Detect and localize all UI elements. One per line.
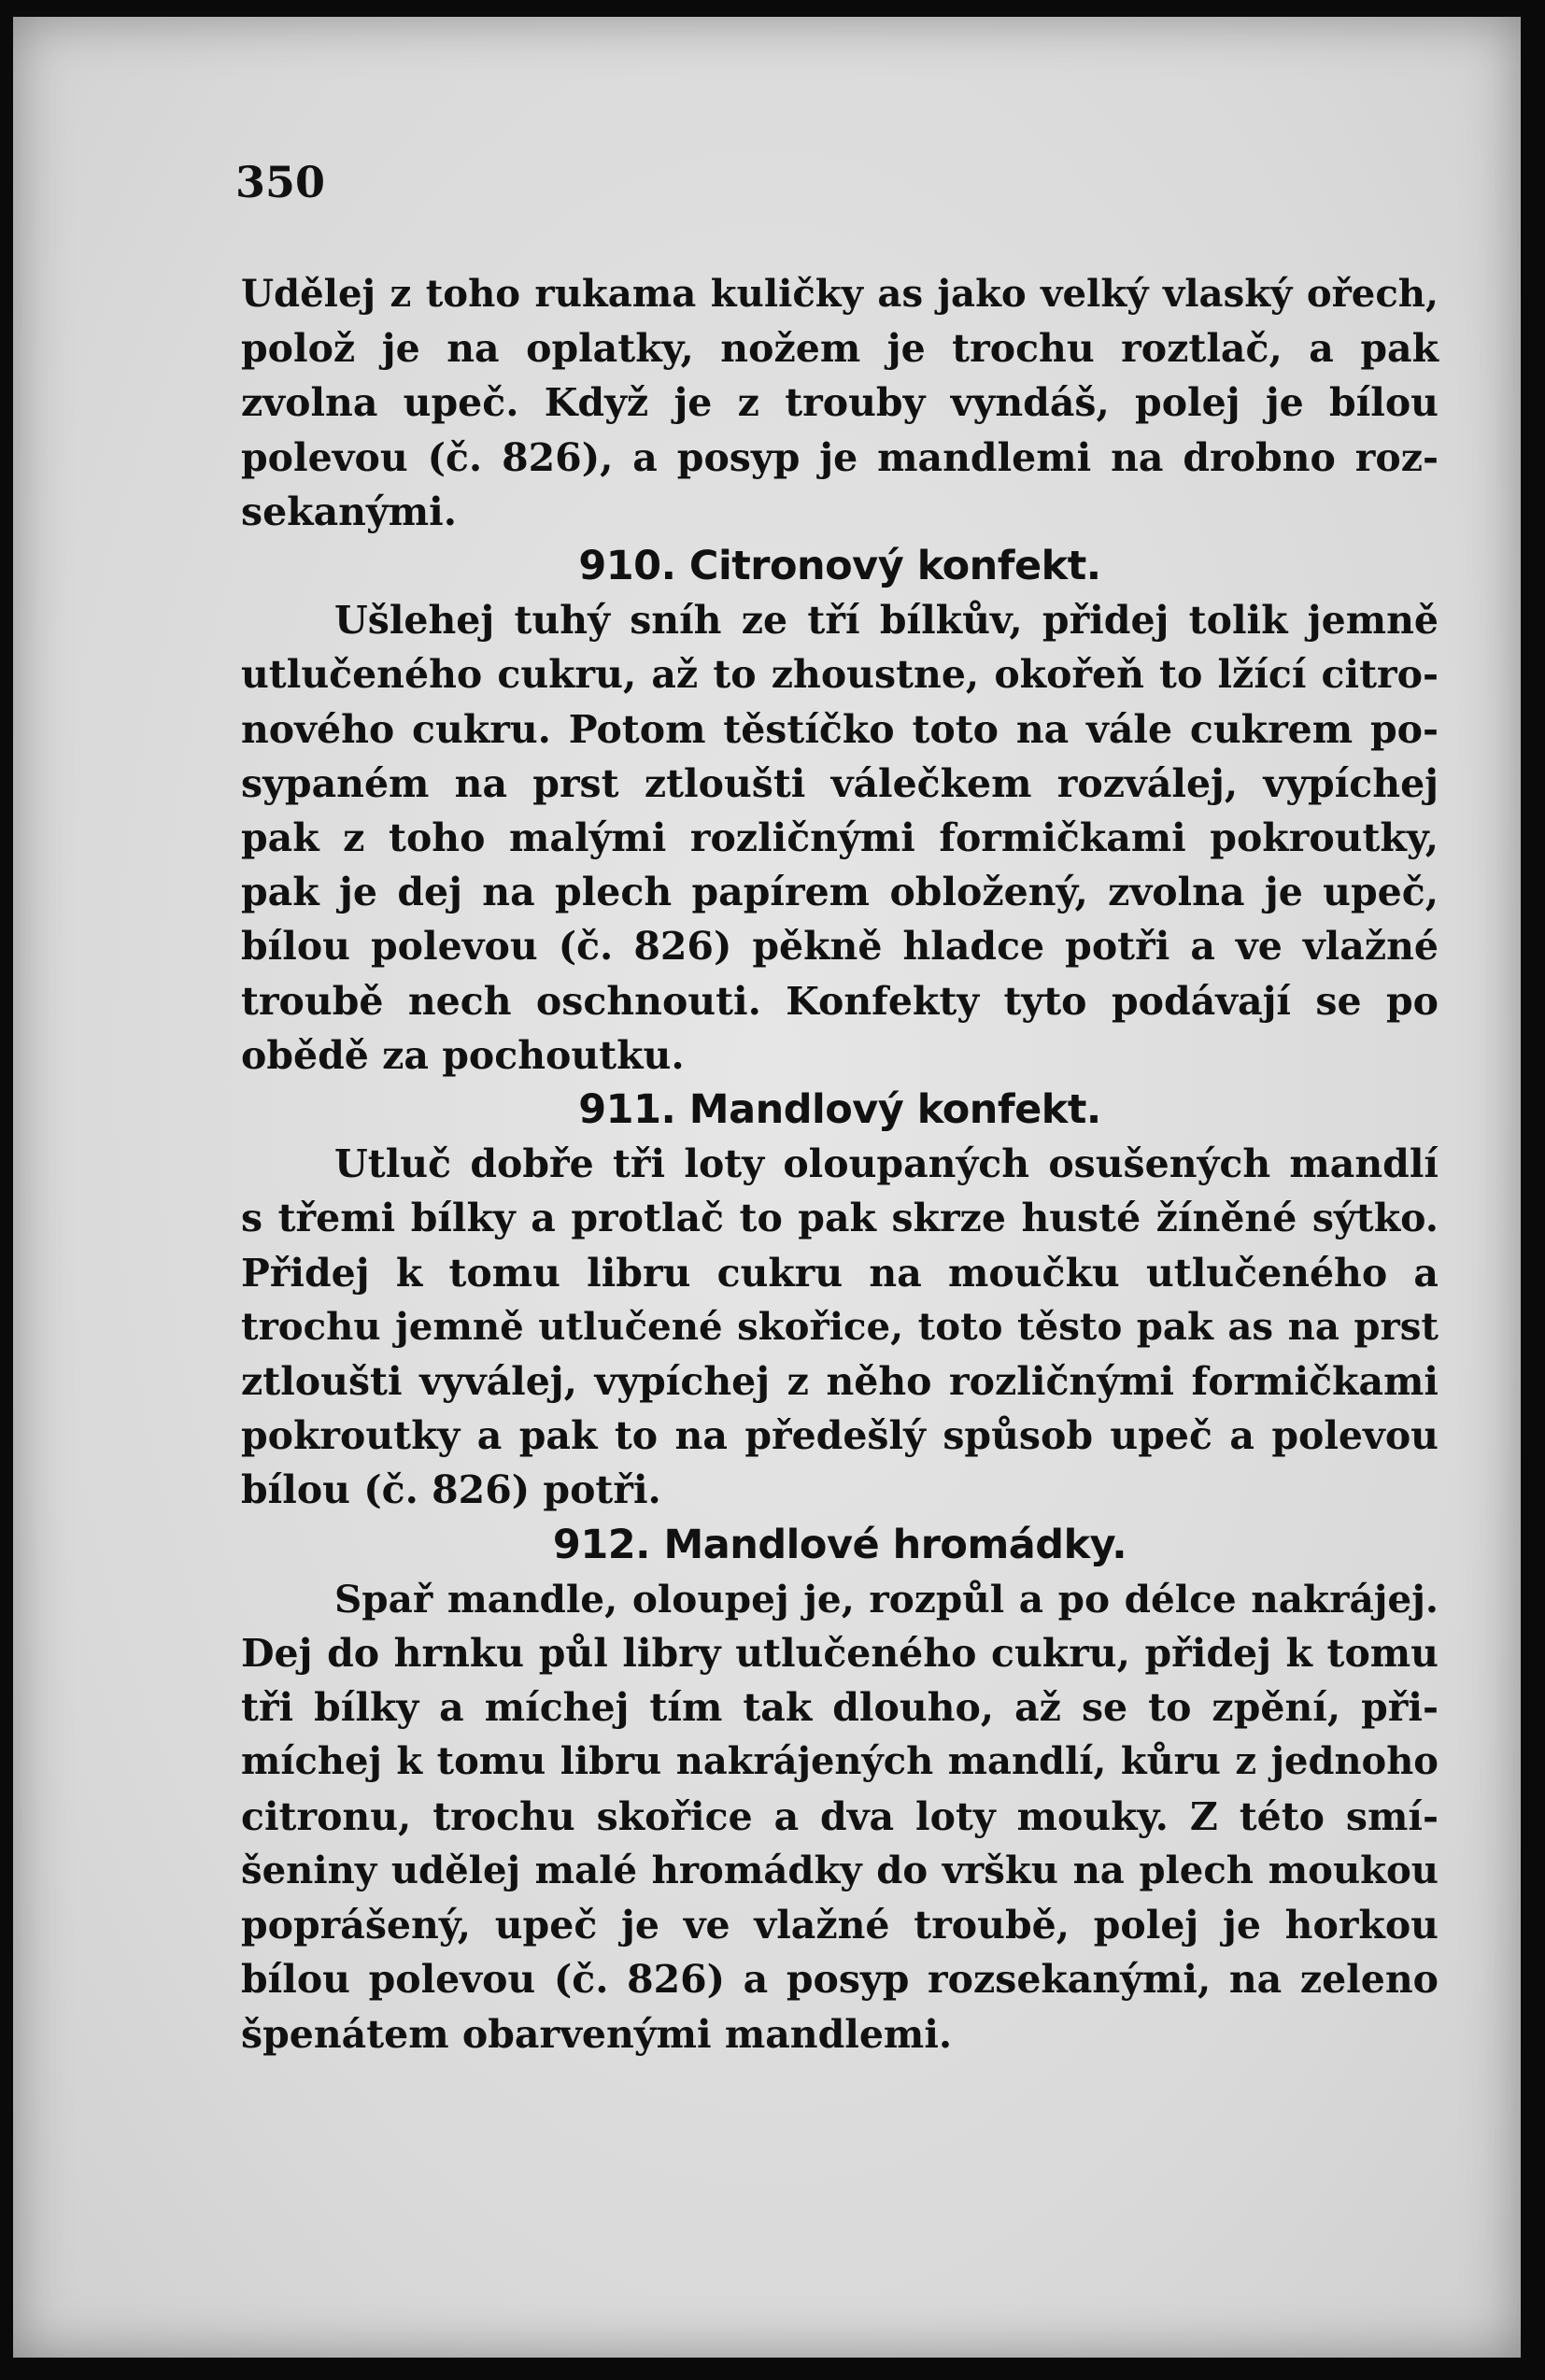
- text-line: Spař mandle, oloupej je, rozpůl a po délce nakrájej.: [334, 1576, 1439, 1622]
- text-line: ztloušti vyválej, vypíchej z něho rozličnými formičkami: [241, 1359, 1439, 1405]
- text-line: polož je na oplatky, nožem je trochu roztlač, a pak: [241, 326, 1439, 372]
- text-line: trochu jemně utlučené skořice, toto těsto pak as na prst: [241, 1304, 1439, 1349]
- text-line: bílou (č. 826) potři.: [241, 1467, 661, 1513]
- text-line: citronu, trochu skořice a dva loty mouky. Z této smí-: [241, 1793, 1439, 1839]
- page-body: [241, 267, 1439, 2061]
- text-line: polevou (č. 826), a posyp je mandlemi na drobno roz-: [241, 434, 1439, 480]
- text-line: Utluč dobře tři loty oloupaných osušených mandlí: [334, 1141, 1439, 1187]
- text-line: utlučeného cukru, až to zhoustne, okořeň to lžící citro-: [241, 652, 1439, 698]
- text-line: šeniny udělej malé hromádky do vršku na plech moukou: [241, 1848, 1439, 1892]
- text-line: pak je dej na plech papírem obložený, zvolna je upeč,: [241, 870, 1439, 915]
- recipe-910-text: [241, 593, 1439, 1083]
- page-number: 350: [235, 157, 326, 207]
- text-line: Udělej z toho rukama kuličky as jako velký vlaský ořech,: [241, 272, 1439, 316]
- text-line: poprášený, upeč je ve vlažné troubě, polej je horkou: [241, 1903, 1439, 1948]
- text-line: míchej k tomu libru nakrájených mandlí, kůru z jednoho: [241, 1739, 1439, 1784]
- text-line: tři bílky a míchej tím tak dlouho, až se to zpění, při-: [241, 1685, 1439, 1731]
- recipe-910-heading: 910. Citronový konfekt.: [578, 543, 1101, 590]
- recipe-912-text: [241, 1572, 1439, 2061]
- recipe-911-text: [241, 1137, 1439, 1517]
- text-line: pak z toho malými rozličnými formičkami pokroutky,: [241, 815, 1439, 861]
- text-line: zvolna upeč. Když je z trouby vyndáš, polej je bílou: [241, 380, 1439, 426]
- text-line: sekanými.: [241, 489, 458, 534]
- intro-paragraph: [241, 267, 1439, 539]
- text-line: Přidej k tomu libru cukru na moučku utlučeného a: [241, 1250, 1439, 1296]
- recipe-911-heading: 911. Mandlový konfekt.: [578, 1086, 1101, 1134]
- recipe-912-heading: 912. Mandlové hromádky.: [552, 1521, 1127, 1568]
- text-line: bílou polevou (č. 826) pěkně hladce potři a ve vlažné: [241, 924, 1439, 970]
- text-line: obědě za pochoutku.: [241, 1032, 685, 1078]
- text-line: nového cukru. Potom těstíčko toto na vále cukrem po-: [241, 706, 1439, 752]
- text-line: Ušlehej tuhý sníh ze tří bílkův, přidej tolik jemně: [334, 598, 1439, 644]
- text-line: špenátem obarvenými mandlemi.: [241, 2011, 953, 2057]
- text-line: troubě nech oschnouti. Konfekty tyto podávají se po: [241, 978, 1439, 1024]
- text-line: Dej do hrnku půl libry utlučeného cukru, přidej k tomu: [241, 1631, 1439, 1677]
- text-line: pokroutky a pak to na předešlý spůsob upeč a polevou: [241, 1413, 1439, 1459]
- text-line: bílou polevou (č. 826) a posyp rozsekanými, na zeleno: [241, 1957, 1439, 2003]
- text-line: sypaném na prst ztloušti válečkem rozválej, vypíchej: [241, 760, 1439, 806]
- text-line: s třemi bílky a protlač to pak skrze husté žíněné sýtko.: [241, 1196, 1439, 1241]
- book-page: [13, 17, 1521, 2358]
